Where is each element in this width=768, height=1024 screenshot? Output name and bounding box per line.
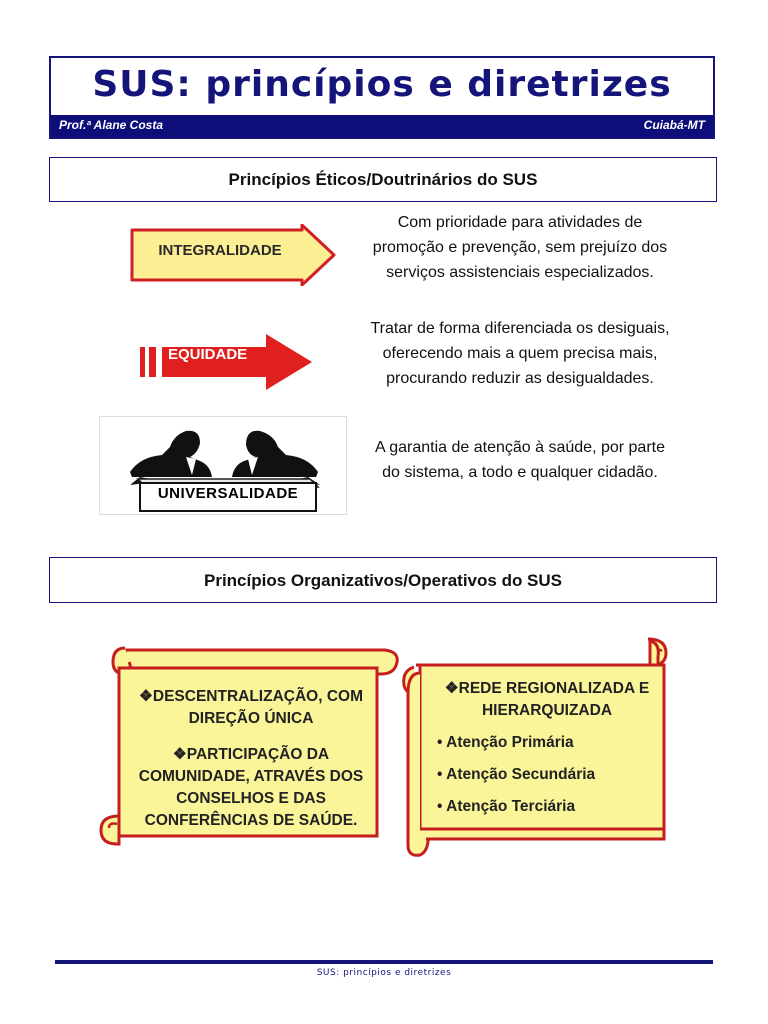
location-text: Cuiabá-MT: [643, 118, 705, 132]
header-box: [49, 56, 715, 139]
equidade-label: EQUIDADE: [168, 346, 248, 363]
participacao-item: ❖PARTICIPAÇÃO DA COMUNIDADE, ATRAVÉS DOS CONSELHOS E DAS CONFERÊNCIAS DE SAÚDE.: [138, 746, 364, 829]
footer-text: SUS: princípios e diretrizes: [316, 968, 452, 978]
footer-rule: [55, 960, 713, 964]
equidade-arrow: [138, 333, 314, 391]
universalidade-description: A garantia de atenção à saúde, por parte do sistema, a todo e qualquer cidadão.: [375, 439, 665, 481]
rede-regionalizada-heading: ❖REDE REGIONALIZADA E HIERARQUIZADA: [444, 680, 650, 719]
atencao-primaria-item: • Atenção Primária: [437, 734, 574, 751]
integralidade-label: INTEGRALIDADE: [158, 242, 282, 259]
header-info-bar: [51, 115, 713, 137]
integralidade-arrow: [130, 224, 336, 286]
equidade-description: Tratar de forma diferenciada os desiguais, oferecendo mais a quem precisa mais, procurando reduzir as desigualdades.: [370, 320, 670, 387]
page-title: SUS: princípios e diretrizes: [92, 64, 672, 105]
section-title-organizational: Princípios Organizativos/Operativos do SUS: [49, 557, 717, 603]
universalidade-illustration: [99, 416, 347, 515]
descentralizacao-item: ❖DESCENTRALIZAÇÃO, COM DIREÇÃO ÚNICA: [138, 688, 363, 727]
universalidade-label: UNIVERSALIDADE: [157, 485, 299, 502]
author-name: Prof.ª Alane Costa: [59, 118, 164, 132]
atencao-secundaria-item: • Atenção Secundária: [437, 766, 596, 783]
integralidade-description: Com prioridade para atividades de promoção e prevenção, sem prejuízo dos serviços assistenciais especializados.: [372, 214, 668, 281]
atencao-terciaria-item: • Atenção Terciária: [437, 798, 576, 815]
section-title-ethical: Princípios Éticos/Doutrinários do SUS: [49, 157, 717, 202]
